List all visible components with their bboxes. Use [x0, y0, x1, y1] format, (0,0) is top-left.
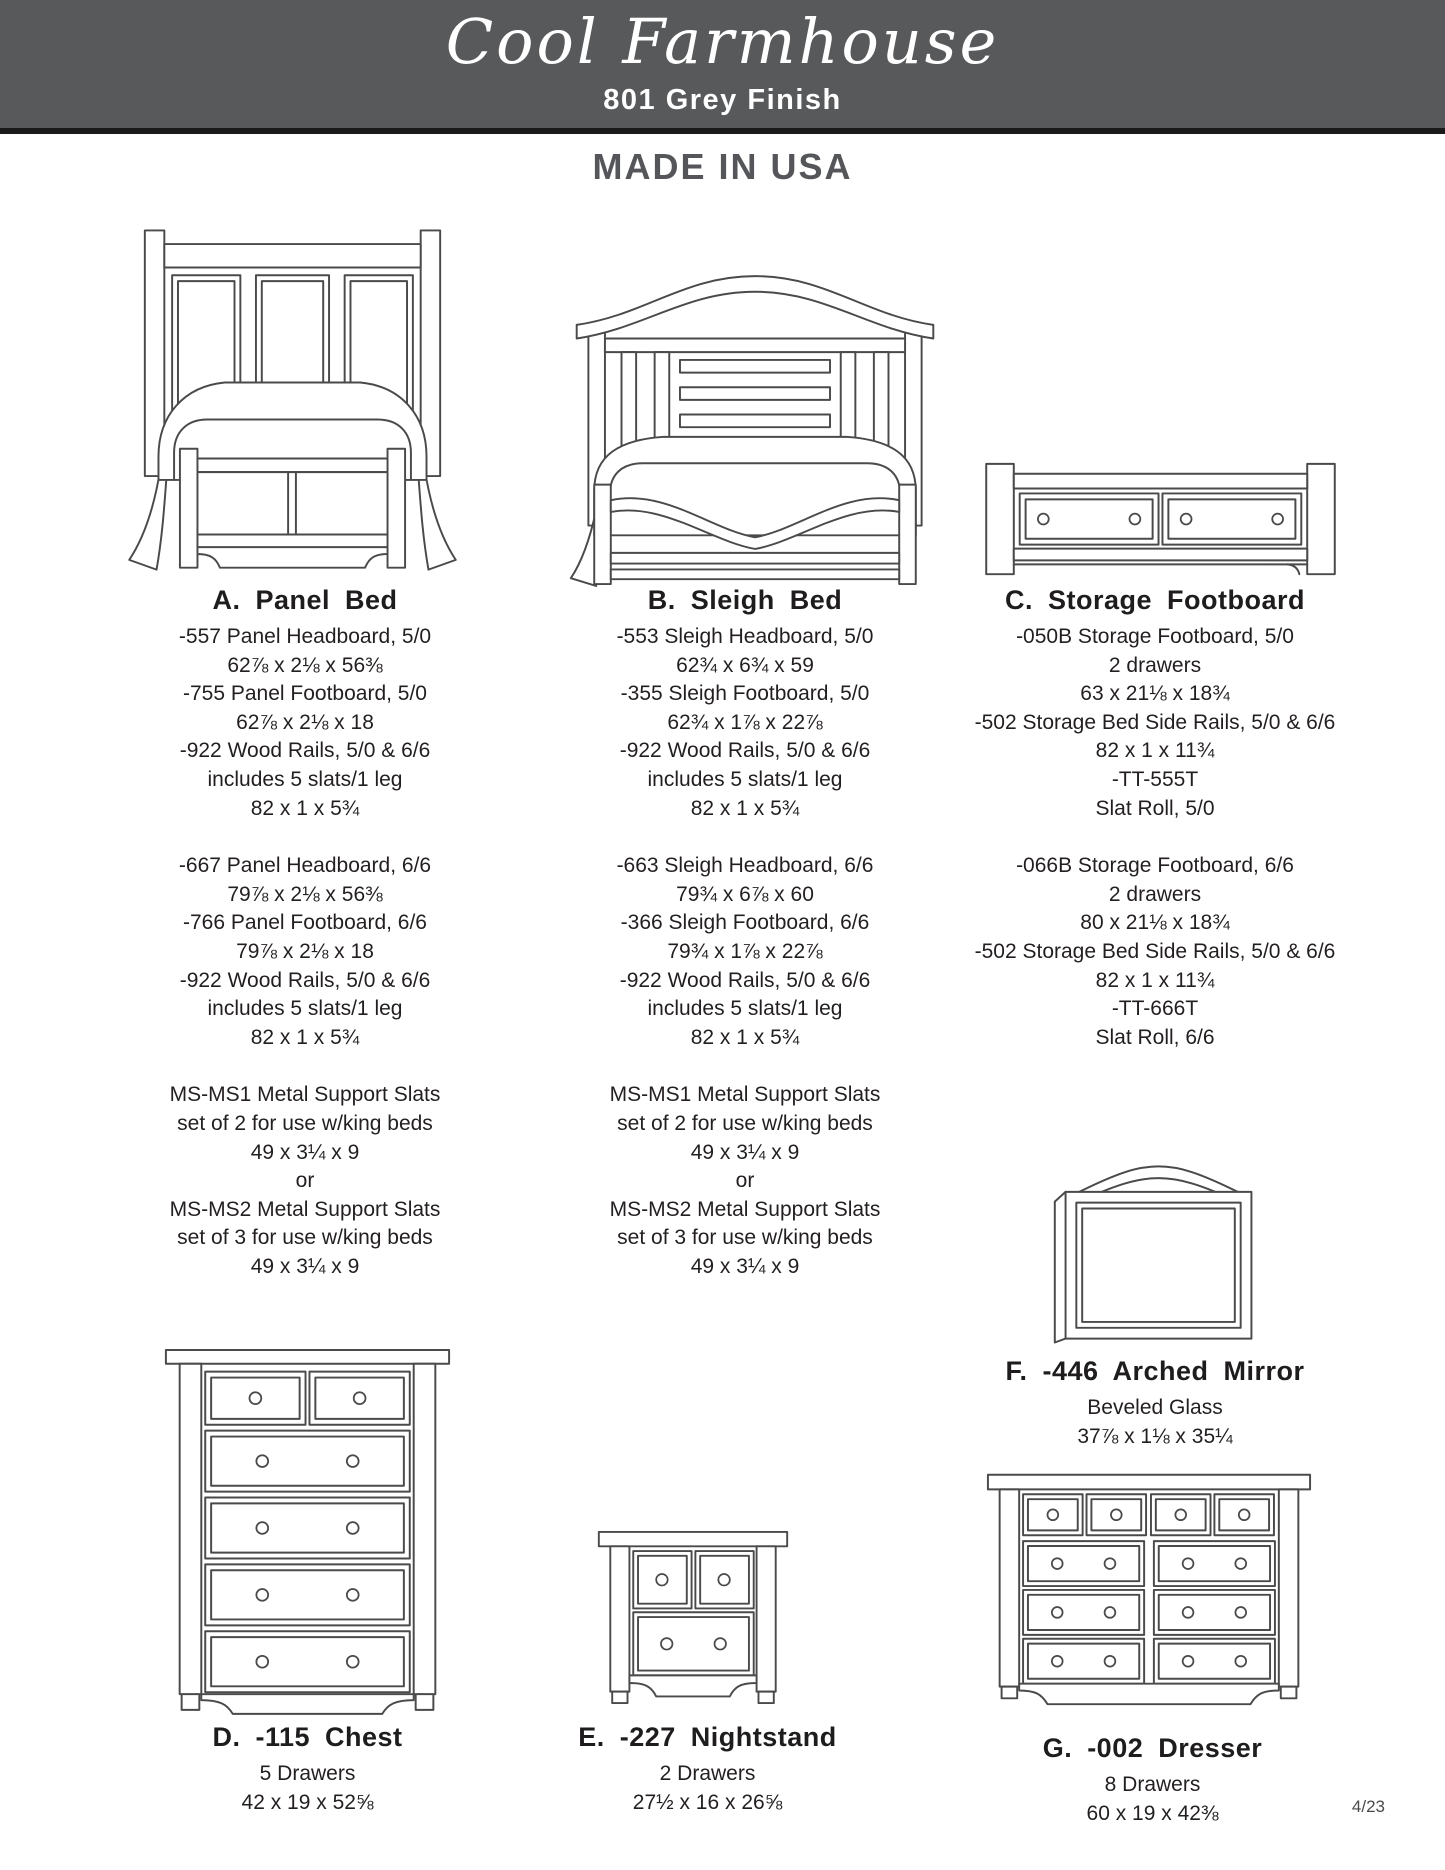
spec-line: MS-MS2 Metal Support Slats	[609, 1197, 881, 1221]
spec-line: 82 x 1 x 5¾	[250, 1025, 360, 1049]
spec-line: -TT-666T	[1111, 997, 1199, 1021]
dresser-lines	[955, 1771, 1350, 1828]
finish-label: 801 Grey Finish	[603, 84, 842, 116]
sleigh-bed-specs	[545, 585, 945, 1281]
brand-script-logo: Cool Farmhouse	[445, 5, 1000, 78]
spec-line: -755 Panel Footboard, 5/0	[182, 682, 427, 706]
revision-date: 4/23	[1351, 1797, 1385, 1816]
chest-drawing	[160, 1340, 455, 1716]
spec-line: 42 x 19 x 52⅝	[241, 1790, 374, 1814]
spec-line: 62¾ x 6¾ x 59	[676, 653, 814, 677]
spec-line: -553 Sleigh Headboard, 5/0	[616, 625, 874, 648]
spec-line: MS-MS1 Metal Support Slats	[609, 1083, 881, 1107]
spec-gap	[105, 1052, 505, 1081]
spec-line: -922 Wood Rails, 5/0 & 6/6	[179, 739, 431, 763]
spec-line: Slat Roll, 6/6	[1095, 1025, 1215, 1049]
sleigh-bed-lines	[545, 623, 945, 1281]
dresser-specs	[955, 1733, 1350, 1828]
chest-heading: D. -115 Chest	[212, 1722, 403, 1752]
spec-line: set of 3 for use w/king beds	[177, 1226, 433, 1250]
storage-footboard-specs	[940, 585, 1370, 1052]
spec-line: -663 Sleigh Headboard, 6/6	[616, 854, 874, 878]
storage-footboard-lines	[940, 623, 1370, 1052]
spec-line: Slat Roll, 5/0	[1095, 796, 1215, 820]
spec-line: 79⅞ x 2⅛ x 18	[236, 939, 374, 963]
spec-line: set of 2 for use w/king beds	[617, 1111, 873, 1135]
storage-footboard-drawing	[978, 458, 1343, 586]
spec-line: 2 drawers	[1108, 653, 1202, 677]
arched-mirror-drawing	[1046, 1160, 1271, 1345]
storage-footboard-heading: C. Storage Footboard	[1005, 585, 1305, 615]
spec-line: -050B Storage Footboard, 5/0	[1016, 625, 1294, 648]
panel-bed-lines	[105, 623, 505, 1281]
panel-bed-specs	[105, 585, 505, 1281]
spec-line: 82 x 1 x 11¾	[1095, 968, 1215, 992]
spec-line: 63 x 21⅛ x 18¾	[1080, 682, 1230, 706]
spec-line: or	[735, 1169, 755, 1193]
mirror-lines	[955, 1394, 1355, 1451]
nightstand-specs	[510, 1722, 905, 1817]
spec-line: 82 x 1 x 11¾	[1095, 739, 1215, 763]
chest-lines	[110, 1760, 505, 1817]
spec-line: -922 Wood Rails, 5/0 & 6/6	[619, 739, 871, 763]
header-banner	[0, 0, 1445, 134]
spec-gap	[105, 823, 505, 852]
spec-line: 8 Drawers	[1104, 1773, 1201, 1796]
mirror-specs	[955, 1356, 1355, 1451]
spec-line: 62⅞ x 2⅛ x 56⅜	[227, 653, 383, 677]
spec-gap	[545, 1052, 945, 1081]
spec-line: 62⅞ x 2⅛ x 18	[236, 710, 374, 734]
spec-line: includes 5 slats/1 leg	[207, 997, 403, 1021]
spec-line: -TT-555T	[1111, 767, 1199, 791]
spec-line: 79¾ x 1⅞ x 22⅞	[667, 939, 823, 963]
chest-specs	[110, 1722, 505, 1817]
spec-line: 79⅞ x 2⅛ x 56⅜	[227, 882, 383, 906]
spec-line: -667 Panel Headboard, 6/6	[178, 854, 432, 878]
spec-line: -066B Storage Footboard, 6/6	[1016, 854, 1294, 878]
dresser-drawing	[983, 1465, 1315, 1711]
spec-line: -366 Sleigh Footboard, 6/6	[620, 911, 870, 935]
made-in-usa-heading: MADE IN USA	[592, 146, 853, 187]
spec-line: 49 x 3¼ x 9	[690, 1140, 800, 1164]
nightstand-heading: E. -227 Nightstand	[578, 1722, 837, 1752]
spec-line: -355 Sleigh Footboard, 5/0	[620, 682, 870, 706]
spec-line: -502 Storage Bed Side Rails, 5/0 & 6/6	[974, 710, 1336, 734]
spec-line: 80 x 21⅛ x 18¾	[1080, 911, 1230, 935]
spec-line: 79¾ x 6⅞ x 60	[676, 882, 814, 906]
spec-line: -766 Panel Footboard, 6/6	[182, 911, 427, 935]
spec-line: 37⅞ x 1⅛ x 35¼	[1077, 1424, 1233, 1448]
spec-line: 62¾ x 1⅞ x 22⅞	[667, 710, 823, 734]
spec-line: -922 Wood Rails, 5/0 & 6/6	[619, 968, 871, 992]
sleigh-bed-heading: B. Sleigh Bed	[647, 585, 843, 615]
dresser-heading: G. -002 Dresser	[1042, 1733, 1263, 1763]
spec-line: 2 drawers	[1108, 882, 1202, 906]
spec-line: includes 5 slats/1 leg	[647, 767, 843, 791]
spec-line: 60 x 19 x 42⅜	[1086, 1801, 1219, 1825]
spec-line: -557 Panel Headboard, 5/0	[178, 625, 432, 648]
spec-line: includes 5 slats/1 leg	[647, 997, 843, 1021]
spec-line: 49 x 3¼ x 9	[250, 1254, 360, 1278]
spec-line: or	[295, 1169, 315, 1193]
panel-bed-drawing	[100, 220, 485, 582]
spec-line: Beveled Glass	[1087, 1396, 1223, 1419]
spec-line: 82 x 1 x 5¾	[690, 1025, 800, 1049]
mirror-heading: F. -446 Arched Mirror	[1005, 1356, 1305, 1386]
spec-line: 27½ x 16 x 26⅝	[632, 1790, 783, 1814]
spec-line: 82 x 1 x 5¾	[250, 796, 360, 820]
spec-line: -922 Wood Rails, 5/0 & 6/6	[179, 968, 431, 992]
spec-line: -502 Storage Bed Side Rails, 5/0 & 6/6	[974, 939, 1336, 963]
spec-line: 2 Drawers	[659, 1762, 756, 1785]
spec-line: 82 x 1 x 5¾	[690, 796, 800, 820]
nightstand-drawing	[595, 1524, 791, 1712]
spec-line: set of 2 for use w/king beds	[177, 1111, 433, 1135]
spec-line: MS-MS2 Metal Support Slats	[169, 1197, 441, 1221]
sleigh-bed-drawing	[565, 242, 945, 587]
panel-bed-heading: A. Panel Bed	[212, 585, 398, 615]
nightstand-lines	[510, 1760, 905, 1817]
spec-gap	[545, 823, 945, 852]
spec-gap	[940, 823, 1370, 852]
spec-line: includes 5 slats/1 leg	[207, 767, 403, 791]
spec-line: set of 3 for use w/king beds	[617, 1226, 873, 1250]
spec-line: MS-MS1 Metal Support Slats	[169, 1083, 441, 1107]
spec-line: 5 Drawers	[259, 1762, 356, 1785]
spec-line: 49 x 3¼ x 9	[690, 1254, 800, 1278]
spec-line: 49 x 3¼ x 9	[250, 1140, 360, 1164]
